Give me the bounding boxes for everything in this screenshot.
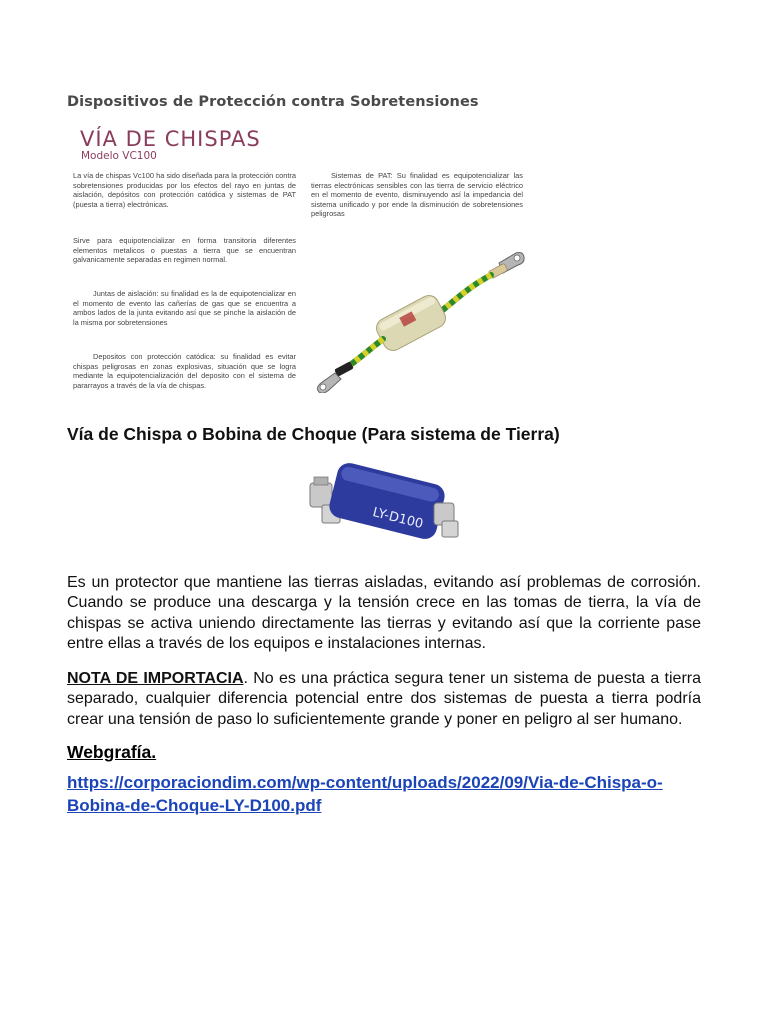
section-title-via-de-chispa: Vía de Chispa o Bobina de Choque (Para sistema de Tierra)	[67, 424, 560, 444]
nota-label: NOTA DE IMPORTACIA	[67, 670, 244, 687]
nota-text: . No es una práctica segura tener un sistema de puesta a tierra separado, cualquier diferencia potencial entre dos sistemas de puesta a tierra podría crear una tensión de paso lo suficientemente grande y poner en peligro al ser humano.	[67, 670, 701, 728]
brochure-paragraph: Sirve para equipotencializar en forma transitoria diferentes elementos metalicos o puestas a tierra que se encuentran galvanicamente separadas en regimen normal.	[73, 236, 296, 265]
brochure-image	[67, 123, 532, 413]
webgrafia-heading: Webgrafía.	[67, 742, 157, 762]
section-heading: Dispositivos de Protección contra Sobretensiones	[67, 94, 479, 110]
nota-paragraph	[67, 669, 701, 730]
brochure-paragraph: La vía de chispas Vc100 ha sido diseñada para la protección contra sobretensiones producidas por los efectos del rayo en juntas de aislación, depósitos con protección catódica y sistemas de PAT (puesta a tierra) electrónicas.	[73, 171, 296, 209]
brochure-paragraph: Depositos con protección catódica: su finalidad es evitar chispas peligrosas en zonas explosivas, situación que se logra mediante la equipotencialización del deposito con el sistema de pararrayos a través de la vía de chispas.	[73, 352, 296, 390]
source-link[interactable]: https://corporaciondim.com/wp-content/uploads/2022/09/Via-de-Chispa-o-Bobina-de-Choque-LY-D100.pdf	[67, 773, 663, 815]
cable-lug-icon	[317, 361, 353, 393]
terminal-bolt-icon	[434, 503, 458, 537]
brochure-title: VÍA DE CHISPAS	[80, 127, 261, 151]
coil-body	[327, 461, 447, 542]
spark-gap-body	[373, 292, 449, 354]
coil-label: LY-D100	[371, 505, 425, 533]
brochure-paragraph: Sistemas de PAT: Su finalidad es equipotencializar las tierras electrónicas sensibles con las tierra de servicio eléctrico en el momento de evento, disminuyendo así la impedancia del sistema unificado y por ende la disminución de sobretensiones peligrosas	[311, 171, 523, 219]
spark-gap-device-image	[311, 243, 536, 393]
brochure-model: Modelo VC100	[81, 150, 157, 162]
description-paragraph: Es un protector que mantiene las tierras aisladas, evitando así problemas de corrosión. Cuando se produce una descarga y la tensión crece en las tomas de tierra, la vía de chispas se activa uniendo directamente las tierras y evitando así que la corriente pase entre ellas a través de los equipos e instalaciones internas.	[67, 574, 701, 652]
ly-d100-coil-image	[302, 457, 470, 557]
brochure-paragraph: Juntas de aislación: su finalidad es la de equipotencializar en el momento de evento las cañerías de gas que se encuentra a ambos lados de la junta evitando así que se pinche la aislación de la misma por sobretensiones	[73, 289, 296, 327]
